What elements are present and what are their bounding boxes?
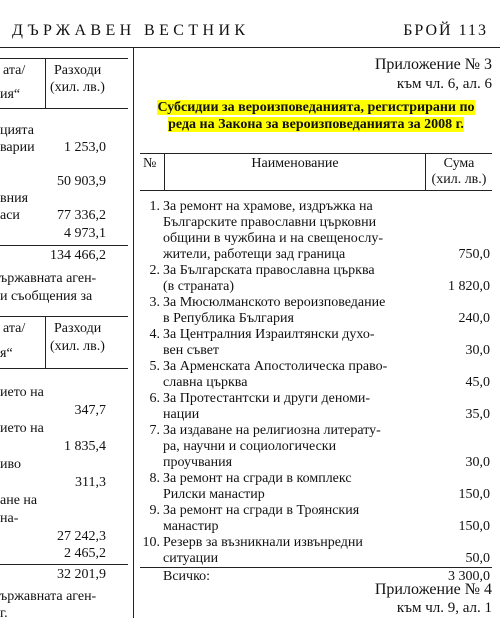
item-text: За издаване на религиозна литерату-	[163, 423, 381, 438]
item-line	[142, 247, 424, 263]
total-amount: 3 300,0	[426, 568, 493, 586]
left-table1-top-rule	[0, 58, 128, 59]
item-amount: 1 820,0	[448, 279, 490, 294]
item-line	[142, 471, 424, 487]
item-text: Резерв за възникнали извънредни	[163, 535, 363, 550]
item-line	[142, 519, 424, 535]
annex4-reference: към чл. 9, ал. 1	[396, 600, 492, 616]
item-text: славна църква	[163, 375, 248, 390]
issue-number: БРОЙ 113	[403, 22, 488, 39]
left-table2-col-rule	[45, 316, 46, 368]
item-line	[142, 343, 424, 359]
item-line	[142, 423, 424, 439]
table-row	[140, 191, 492, 264]
table-row	[140, 423, 492, 471]
left-paragraph-line: ържавната аген-	[0, 271, 97, 286]
item-amount: 45,0	[465, 375, 490, 390]
left-table1-head-rule	[0, 108, 128, 109]
annex4-title: Приложение № 4	[374, 581, 492, 598]
annex3-section	[140, 48, 492, 618]
item-text: общини в чужбина и на свещенослу-	[163, 231, 384, 246]
item-text: За Централния Израилтянски духо-	[163, 327, 375, 342]
gazette-title: ДЪРЖАВЕН ВЕСТНИК	[12, 22, 250, 39]
subsidies-table	[140, 153, 492, 585]
item-text: За Протестантски и други деноми-	[163, 391, 371, 406]
left-row-text: варии	[0, 140, 35, 155]
item-number: 6.	[149, 391, 160, 406]
item-description	[140, 359, 426, 391]
item-number: 4.	[149, 327, 160, 342]
left-row-text: цията	[0, 123, 34, 138]
item-description	[140, 327, 426, 359]
annex3-title: Приложение № 3	[374, 56, 492, 73]
item-description	[140, 295, 426, 327]
item-line	[142, 391, 424, 407]
left-paragraph-line: г.	[0, 606, 8, 618]
left-row-text: аси	[0, 208, 20, 223]
item-line	[142, 359, 424, 375]
table-row	[140, 391, 492, 423]
left-row-value: 311,3	[75, 475, 106, 490]
item-description	[140, 191, 426, 264]
item-text: За ремонт на храмове, издръжка на	[163, 199, 373, 214]
left-column-cropped	[0, 48, 128, 618]
column-header-sum	[426, 154, 493, 191]
item-text: За Мюсюлманското вероизповедание	[163, 295, 386, 310]
item-number: 1.	[149, 199, 160, 214]
item-amount: 35,0	[465, 407, 490, 422]
item-text: (в страната)	[163, 279, 234, 294]
left-table2-col-label: Разходи	[54, 321, 102, 336]
left-row-total: 32 201,9	[57, 567, 106, 582]
annex3-heading	[150, 99, 482, 133]
item-line	[142, 439, 424, 455]
item-number: 7.	[149, 423, 160, 438]
left-row-value: 2 465,2	[64, 546, 106, 561]
left-row-value: 1 835,4	[64, 439, 106, 454]
item-text: За ремонт на сгради в Троянския	[163, 503, 360, 518]
column-header-no: №	[140, 154, 165, 191]
item-text: вен съвет	[163, 343, 220, 358]
item-text: Българските православни църковни	[163, 215, 377, 230]
left-table2-head-cut1: ата/	[3, 321, 26, 336]
item-line	[142, 535, 424, 551]
table-row	[140, 359, 492, 391]
left-row-value: 50 903,9	[57, 174, 106, 189]
item-line	[142, 279, 424, 295]
item-line	[142, 215, 424, 231]
item-line	[142, 295, 424, 311]
item-amount: 240,0	[458, 311, 490, 326]
item-description	[140, 503, 426, 535]
annex3-heading-text: Субсидии за вероизповеданията, регистрирани по реда на Закона за вероизповеданията за 2008 г.	[157, 100, 475, 132]
left-row-text: ане на	[0, 493, 38, 508]
item-text: жители, работещи зад граница	[163, 247, 346, 262]
item-line	[142, 311, 424, 327]
left-paragraph-line: и съобщения за	[0, 289, 93, 304]
table-row	[140, 295, 492, 327]
column-divider	[133, 47, 134, 618]
item-amount: 750,0	[458, 247, 490, 262]
table-row	[140, 535, 492, 568]
item-description	[140, 391, 426, 423]
total-label: Всичко:	[140, 568, 426, 586]
item-line	[142, 503, 424, 519]
item-description	[140, 263, 426, 295]
item-text: За Арменската Апостолическа право-	[163, 359, 388, 374]
left-row-total: 134 466,2	[50, 248, 106, 263]
left-row-value: 4 973,1	[64, 226, 106, 241]
column-header-sum-label: Сума	[443, 156, 475, 171]
item-number: 5.	[149, 359, 160, 374]
item-amount: 150,0	[458, 519, 490, 534]
item-text: в Република България	[163, 311, 294, 326]
item-number: 9.	[149, 503, 160, 518]
item-line	[142, 263, 424, 279]
left-row-text: вния	[0, 191, 29, 206]
left-table1-head-cut1: ата/	[3, 63, 26, 78]
item-line	[142, 455, 424, 471]
item-number: 2.	[149, 263, 160, 278]
left-table2-total-rule	[0, 564, 128, 565]
item-amount: 50,0	[465, 551, 490, 566]
item-text: За Българската православна църква	[163, 263, 375, 278]
annex3-reference: към чл. 6, ал. 6	[396, 76, 492, 92]
left-table1-col-label: Разходи	[54, 63, 102, 78]
item-text: ра, научни и социологически	[163, 439, 337, 454]
item-text: Рилски манастир	[163, 487, 265, 502]
item-line	[142, 231, 424, 247]
left-table2-head-cut2: я“	[0, 346, 13, 361]
left-row-text: ието на	[0, 385, 44, 400]
item-description	[140, 471, 426, 503]
left-row-value: 347,7	[74, 403, 106, 418]
table-row	[140, 327, 492, 359]
item-text: проучвания	[163, 455, 233, 470]
item-text: нации	[163, 407, 200, 422]
left-row-value: 27 242,3	[57, 529, 106, 544]
left-row-text: на-	[0, 511, 19, 526]
column-header-sum-unit: (хил. лв.)	[431, 172, 487, 187]
left-paragraph-line: ържавната аген-	[0, 589, 97, 604]
item-line	[142, 407, 424, 423]
item-number: 3.	[149, 295, 160, 310]
left-table2-col-unit: (хил. лв.)	[50, 339, 105, 354]
item-line	[142, 551, 424, 567]
left-row-text: ието на	[0, 421, 44, 436]
item-amount: 30,0	[465, 343, 490, 358]
item-line	[142, 199, 424, 215]
item-description	[140, 535, 426, 568]
item-line	[142, 487, 424, 503]
item-text: ситуации	[163, 551, 219, 566]
item-number: 10.	[142, 535, 160, 550]
item-text: За ремонт на сгради в комплекс	[163, 471, 352, 486]
item-text: манастир	[163, 519, 219, 534]
left-table2-top-rule	[0, 316, 128, 317]
left-table1-total-rule	[0, 245, 128, 246]
column-header-name: Наименование	[165, 154, 426, 191]
table-header-row	[140, 154, 492, 191]
page-header	[0, 0, 500, 47]
item-amount: 30,0	[465, 455, 490, 470]
item-description	[140, 423, 426, 471]
item-line	[142, 327, 424, 343]
left-table2-head-rule	[0, 368, 128, 369]
table-row	[140, 263, 492, 295]
left-table1-col-rule	[45, 58, 46, 108]
table-row	[140, 503, 492, 535]
left-table1-head-cut2: ия“	[0, 87, 21, 102]
left-row-value: 1 253,0	[64, 140, 106, 155]
item-number: 8.	[149, 471, 160, 486]
item-line	[142, 375, 424, 391]
item-amount: 150,0	[458, 487, 490, 502]
left-row-text: иво	[0, 457, 22, 472]
left-table1-col-unit: (хил. лв.)	[50, 80, 105, 95]
left-row-value: 77 336,2	[57, 208, 106, 223]
table-row	[140, 471, 492, 503]
